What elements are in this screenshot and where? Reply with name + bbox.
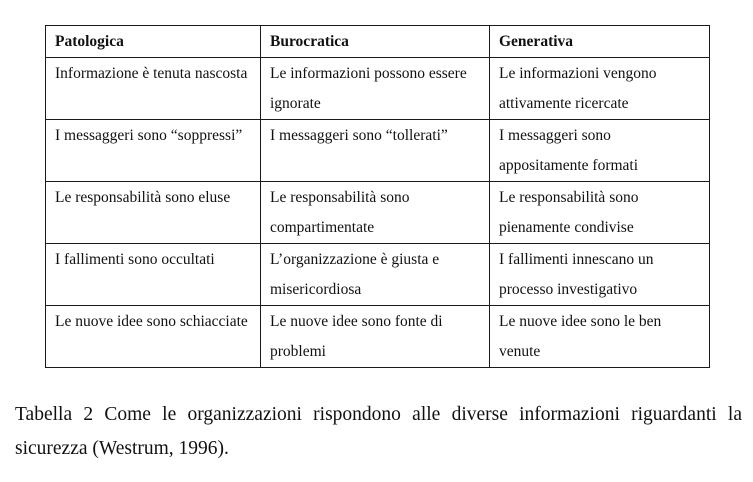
table-cell: I messaggeri sono “soppressi” [46, 120, 261, 182]
table-row [46, 244, 710, 306]
table-row [46, 120, 710, 182]
table-cell: Le responsabilità sono eluse [46, 182, 261, 244]
header-cell-generativa: Generativa [490, 26, 710, 58]
westrum-table [45, 25, 710, 368]
table-cell: Le responsabilità sono compartimentate [261, 182, 490, 244]
table-cell: Le responsabilità sono pienamente condivise [490, 182, 710, 244]
header-cell-burocratica: Burocratica [261, 26, 490, 58]
table-row [46, 182, 710, 244]
table-container [45, 25, 710, 368]
table-cell: I messaggeri sono “tollerati” [261, 120, 490, 182]
table-row [46, 306, 710, 368]
table-cell: I fallimenti sono occultati [46, 244, 261, 306]
table-cell: L’organizzazione è giusta e misericordiosa [261, 244, 490, 306]
table-caption: Tabella 2 Come le organizzazioni rispondono alle diverse informazioni riguardanti la sicurezza (Westrum, 1996). [15, 404, 742, 459]
table-cell: Informazione è tenuta nascosta [46, 58, 261, 120]
table-cell: Le nuove idee sono fonte di problemi [261, 306, 490, 368]
table-cell: Le informazioni vengono attivamente ricercate [490, 58, 710, 120]
table-row [46, 58, 710, 120]
table-cell: Le informazioni possono essere ignorate [261, 58, 490, 120]
table-cell: I messaggeri sono appositamente formati [490, 120, 710, 182]
table-cell: I fallimenti innescano un processo investigativo [490, 244, 710, 306]
table-cell: Le nuove idee sono le ben venute [490, 306, 710, 368]
table-cell: Le nuove idee sono schiacciate [46, 306, 261, 368]
table-header-row [46, 26, 710, 58]
header-cell-patologica: Patologica [46, 26, 261, 58]
